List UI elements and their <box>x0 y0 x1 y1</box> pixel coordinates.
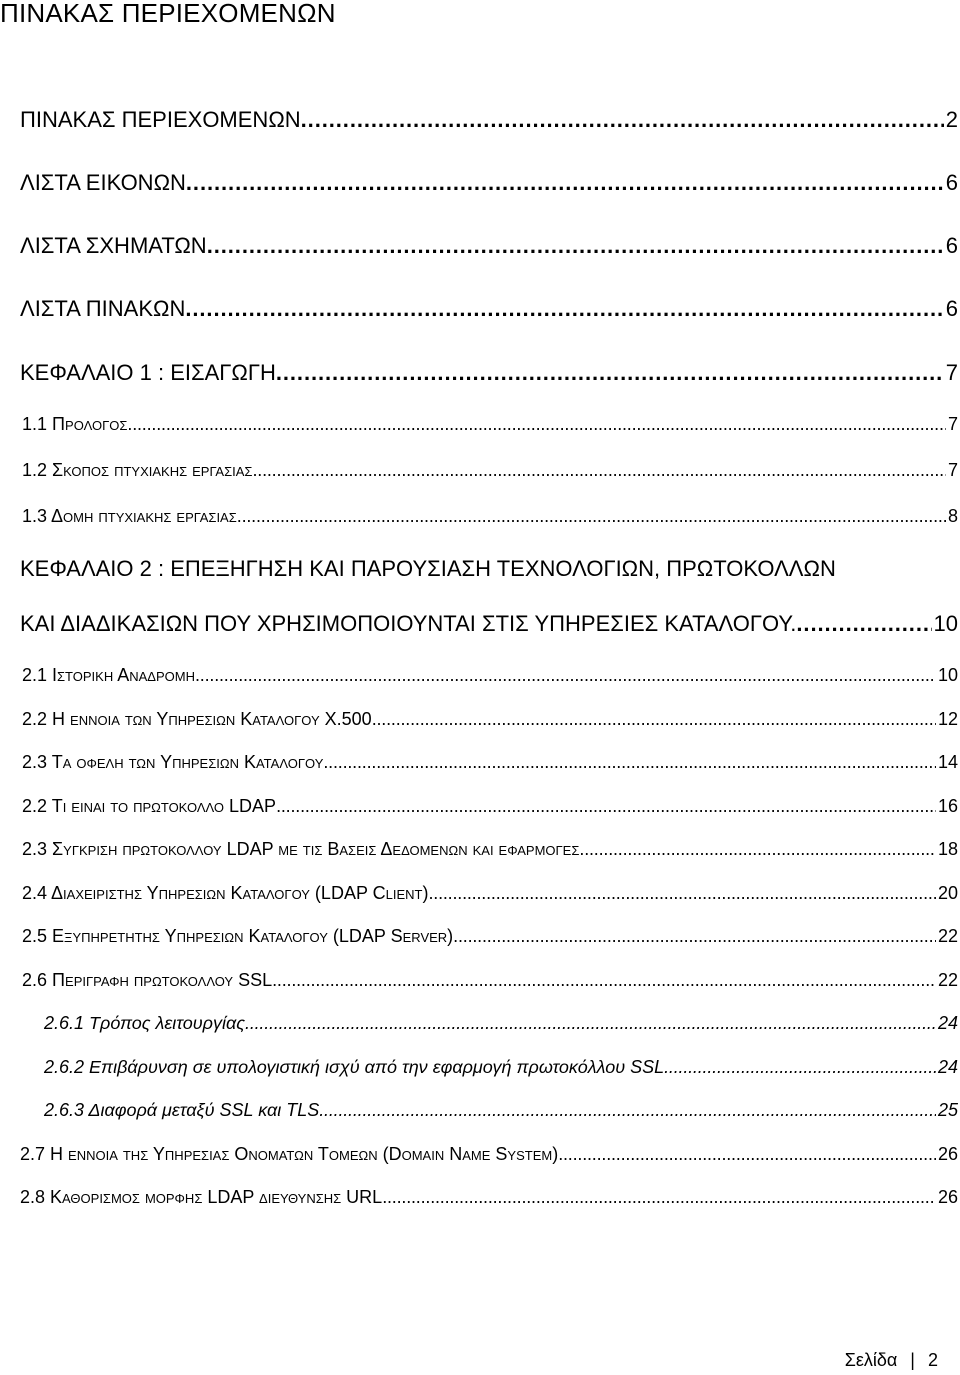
toc-entry[interactable] <box>22 414 958 435</box>
toc-entry-label: 1.1 Προλογος <box>22 414 128 434</box>
toc-entry-page: 25 <box>937 1100 958 1120</box>
toc-entry-page: 24 <box>937 1057 958 1077</box>
dot-leader <box>796 611 931 637</box>
dot-leader <box>664 1057 936 1078</box>
toc-entry[interactable] <box>22 970 958 991</box>
toc-entry-label: 2.2 Η εννοια των Υπηρεσιων Καταλογου Χ.500 <box>22 709 372 729</box>
toc-entry[interactable] <box>22 506 958 527</box>
toc-entry-label: ΠΙΝΑΚΑΣ ΠΕΡΙΕΧΟΜΕΝΩΝ <box>20 107 301 132</box>
toc-entry[interactable] <box>22 883 958 904</box>
dot-leader <box>185 296 943 322</box>
toc-entry[interactable] <box>20 611 958 637</box>
toc-entry-page: 6 <box>945 296 958 321</box>
toc-entry-label: 2.6.2 Επιβάρυνση σε υπολογιστική ισχύ από την εφαρμογή πρωτοκόλλου SSL <box>44 1057 665 1077</box>
toc-entry-page: 7 <box>945 360 958 385</box>
footer-page-label: Σελίδα <box>844 1350 898 1370</box>
dot-leader <box>319 1100 936 1121</box>
toc-entry-label: ΛΙΣΤΑ ΠΙΝΑΚΩΝ <box>20 296 186 321</box>
toc-entry-page: 18 <box>937 839 958 859</box>
toc-entry[interactable] <box>44 1013 958 1034</box>
dot-leader <box>127 414 946 435</box>
footer-separator: | <box>910 1350 915 1370</box>
toc-entry-page: 26 <box>937 1187 958 1207</box>
dot-leader <box>237 506 946 527</box>
dot-leader <box>323 752 936 773</box>
toc-entry-page: 2 <box>945 107 958 132</box>
toc-entry-label: 2.2 Τι ειναι το πρωτοκολλο LDAP <box>22 796 277 816</box>
toc-entry-label: ΛΙΣΤΑ ΣΧΗΜΑΤΩΝ <box>20 233 207 258</box>
toc-entry[interactable] <box>20 360 958 386</box>
toc-entry-label: 2.5 Εξυπηρετητης Υπηρεσιων Καταλογου (LDAP Server) <box>22 926 454 946</box>
dot-leader <box>558 1144 936 1165</box>
toc-entry-label: 2.7 Η εννοια της Υπηρεσιας Ονοματων Τομεων (Domain Name System) <box>20 1144 559 1164</box>
dot-leader <box>428 883 936 904</box>
toc-entry-label: 2.6.3 Διαφορά μεταξύ SSL και TLS <box>44 1100 320 1120</box>
toc-entry-page: 22 <box>937 926 958 946</box>
toc-entry-label: 2.4 Διαχειριστης Υπηρεσιων Καταλογου (LDAP Client) <box>22 883 429 903</box>
dot-leader <box>245 1013 936 1034</box>
dot-leader <box>186 170 944 196</box>
toc-entry-page: 10 <box>933 611 958 636</box>
toc-entry[interactable] <box>22 665 958 686</box>
toc-entry-page: 8 <box>947 506 958 526</box>
footer-page-number: 2 <box>927 1350 938 1370</box>
toc-entry-label: 1.2 Σκοπος πτυχιακης εργασιας <box>22 460 253 480</box>
toc-entry[interactable] <box>22 926 958 947</box>
dot-leader <box>453 926 936 947</box>
toc-entry-label: ΚΑΙ ΔΙΑΔΙΚΑΣΙΩΝ ΠΟΥ ΧΡΗΣΙΜΟΠΟΙΟΥΝΤΑΙ ΣΤΙΣ ΥΠΗΡΕΣΙΕΣ ΚΑΤΑΛΟΓΟΥ. <box>20 611 797 636</box>
toc-entry[interactable] <box>20 1187 958 1208</box>
toc-entry-label: 2.6.1 Τρόπος λειτουργίας <box>44 1013 246 1033</box>
toc-entry-page: 20 <box>937 883 958 903</box>
toc-entry[interactable] <box>22 460 958 481</box>
toc-entry-page: 7 <box>947 414 958 434</box>
toc-entry[interactable] <box>44 1100 958 1121</box>
toc-entry[interactable] <box>20 1144 958 1165</box>
dot-leader <box>272 970 936 991</box>
toc-entry-page: 22 <box>937 970 958 990</box>
toc-entry-label: ΛΙΣΤΑ ΕΙΚΟΝΩΝ <box>20 170 186 195</box>
toc-entry-page: 26 <box>937 1144 958 1164</box>
toc-entry-page: 24 <box>937 1013 958 1033</box>
toc-entry[interactable] <box>22 752 958 773</box>
toc-entry[interactable] <box>20 170 958 196</box>
toc-entry-label: 2.3 Τα οφελη των Υπηρεσιων Καταλογου <box>22 752 324 772</box>
toc-entry-page: 6 <box>945 233 958 258</box>
toc-entry-label: 2.3 Συγκριση πρωτοκολλου LDAP με τις Βασεις Δεδομενων και εφαρμογες <box>22 839 580 859</box>
dot-leader <box>195 665 936 686</box>
toc-entry[interactable] <box>22 796 958 817</box>
toc-entry[interactable] <box>20 107 958 133</box>
dot-leader <box>252 460 946 481</box>
dot-leader <box>382 1187 936 1208</box>
toc-entry-page: 10 <box>937 665 958 685</box>
page-title: ΠΙΝΑΚΑΣ ΠΕΡΙΕΧΟΜΕΝΩΝ <box>0 0 336 28</box>
dot-leader <box>372 709 936 730</box>
dot-leader <box>276 360 944 386</box>
dot-leader <box>276 796 936 817</box>
dot-leader <box>301 107 944 133</box>
dot-leader <box>207 233 944 259</box>
toc-entry-label: ΚΕΦΑΛΑΙΟ 1 : ΕΙΣΑΓΩΓΗ <box>20 360 276 385</box>
toc-entry[interactable] <box>22 839 958 860</box>
toc-entry-page: 16 <box>937 796 958 816</box>
toc-entry-label: 2.8 Καθορισμος μορφης LDAP διευθυνσης URL <box>20 1187 383 1207</box>
toc-entry-label: 2.6 Περιγραφη πρωτοκολλου SSL <box>22 970 273 990</box>
toc-entry-label-line1: ΚΕΦΑΛΑΙΟ 2 : ΕΠΕΞΗΓΗΣΗ ΚΑΙ ΠΑΡΟΥΣΙΑΣΗ ΤΕΧΝΟΛΟΓΙΩΝ, ΠΡΩΤΟΚΟΛΛΩΝ <box>20 556 836 581</box>
toc-entry-page: 7 <box>947 460 958 480</box>
dot-leader <box>579 839 936 860</box>
toc-entry[interactable] <box>44 1057 958 1078</box>
toc-entry-label: 1.3 Δομη πτυχιακης εργασιας <box>22 506 237 526</box>
toc-entry-page: 14 <box>937 752 958 772</box>
toc-entry-label: 2.1 Ιστορικη Αναδρομη <box>22 665 195 685</box>
page-footer <box>845 1350 938 1371</box>
toc-entry-page: 12 <box>937 709 958 729</box>
toc-entry[interactable] <box>20 296 958 322</box>
toc-entry[interactable] <box>22 709 958 730</box>
toc-entry[interactable] <box>20 233 958 259</box>
toc-entry-page: 6 <box>945 170 958 195</box>
